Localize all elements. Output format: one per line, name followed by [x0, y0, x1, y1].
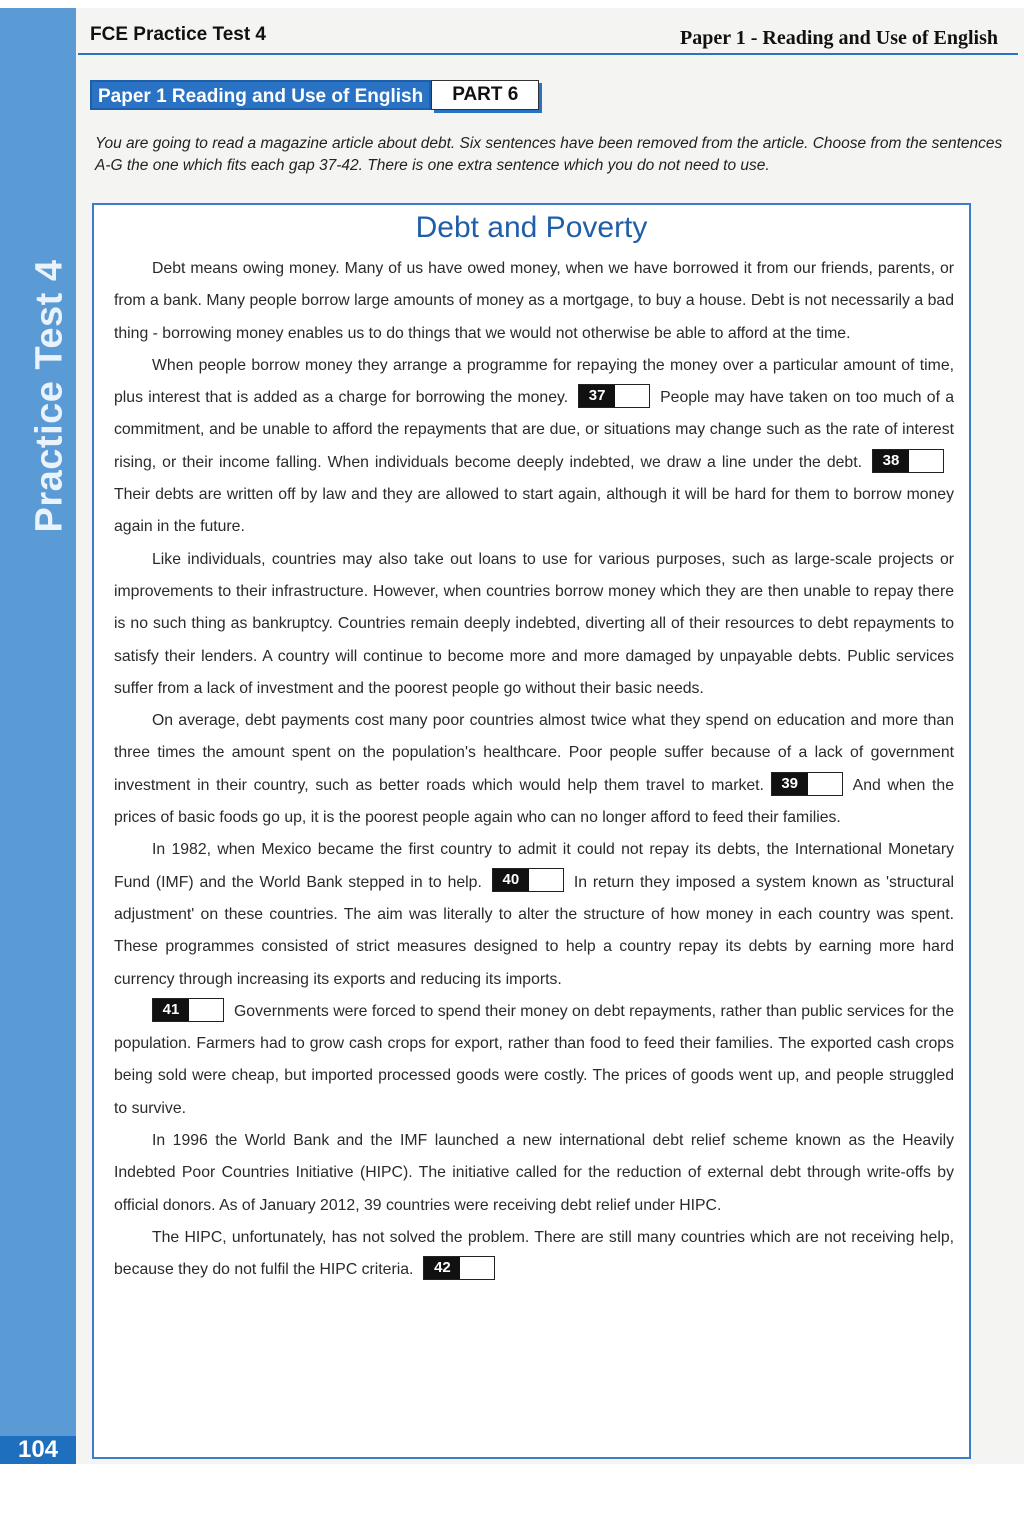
answer-gap-38[interactable]: 38 — [872, 449, 944, 473]
paragraph: Like individuals, countries may also take out loans to use for various purposes, such as large-scale projects or improvements to their infrastructure. However, when countries borrow money which they are then unable to repay there is no such thing as bankruptcy. Countries remain deeply indebted, diverting all of their resources to debt repayments to satisfy their lenders. A country will continue to become more and more damaged by unpayable debts. Public services suffer from a lack of investment and the poorest people go without their basic needs. — [114, 550, 954, 697]
paragraph: The HIPC, unfortunately, has not solved the problem. There are still many countries which are not receiving help, because they do not fulfil the HIPC criteria. 42 — [114, 1228, 954, 1279]
sidebar-title: Practice Test 4 — [28, 259, 71, 533]
paragraph: In 1996 the World Bank and the IMF launched a new international debt relief scheme known as the Heavily Indebted Poor Countries Initiative (HIPC). The initiative called for the reduction of external debt through write-offs by official donors. As of January 2012, 39 countries were receiving debt relief under HIPC. — [114, 1132, 954, 1214]
page-number: 104 — [0, 1436, 76, 1464]
header-test-title: FCE Practice Test 4 — [90, 24, 267, 45]
answer-gap-37[interactable]: 37 — [578, 384, 650, 408]
paragraph: On average, debt payments cost many poor countries almost twice what they spend on education and more than three times the amount spent on the population's healthcare. Poor people suffer because of a lack of government investment in their country, such as better roads which would help them travel to market. 39 And when the prices of basic foods go up, it is the poorest people again who can no longer afford to feed their families. — [114, 712, 954, 827]
part-banner — [90, 80, 539, 114]
paragraph: Debt means owing money. Many of us have owed money, when we have borrowed it from our friends, parents, or from a bank. Many people borrow large amounts of money as a mortgage, to buy a house. Debt is not necessarily a bad thing - borrowing money enables us to do things that we would not otherwise be able to afford at the time. — [114, 260, 954, 342]
header-paper-title: Paper 1 - Reading and Use of English — [679, 27, 998, 49]
paragraph: When people borrow money they arrange a programme for repaying the money over a particular amount of time, plus interest that is added as a charge for borrowing the money. 37 People may have taken on too much of a commitment, and be unable to afford the repayments that are due, or situations may change such as the rate of interest rising, or their income falling. When individuals become deeply indebted, we draw a line under the debt. 38 Their debts are written off by law and they are allowed to start again, although it will be hard for them to borrow money again in the future. — [114, 356, 954, 536]
answer-gap-40[interactable]: 40 — [492, 868, 564, 892]
answer-gap-39[interactable]: 39 — [771, 772, 843, 796]
banner-paper-label: Paper 1 Reading and Use of English — [90, 80, 431, 110]
article-title: Debt and Poverty — [415, 211, 648, 244]
answer-gap-42[interactable]: 42 — [423, 1256, 495, 1280]
header-divider — [78, 53, 1018, 55]
instructions: You are going to read a magazine article about debt. Six sentences have been removed from the article. Choose from the sentences A-G the one which fits each gap 37-42. There is one extra sentence which you do not need to use. — [95, 135, 1003, 174]
article-box — [92, 203, 971, 1459]
sidebar — [0, 8, 76, 1464]
banner-part-label: PART 6 — [431, 80, 539, 110]
paragraph: In 1982, when Mexico became the first country to admit it could not repay its debts, the International Monetary Fund (IMF) and the World Bank stepped in to help. 40 In return they imposed a system known as 'structural adjustment' on these countries. The aim was literally to alter the structure of how money in each country was spent. These programmes consisted of strict measures designed to help a country repay its debts by earning more hard currency through increasing its exports and reducing its imports. — [114, 841, 954, 988]
paragraph: 41 Governments were forced to spend their money on debt repayments, rather than public services for the population. Farmers had to grow cash crops for export, rather than food to feed their families. The exported cash crops being sold were cheap, but imported processed goods were costly. The prices of goods went up, and people struggled to survive. — [114, 996, 954, 1125]
answer-gap-41[interactable]: 41 — [152, 998, 224, 1022]
article-body — [114, 253, 954, 1287]
